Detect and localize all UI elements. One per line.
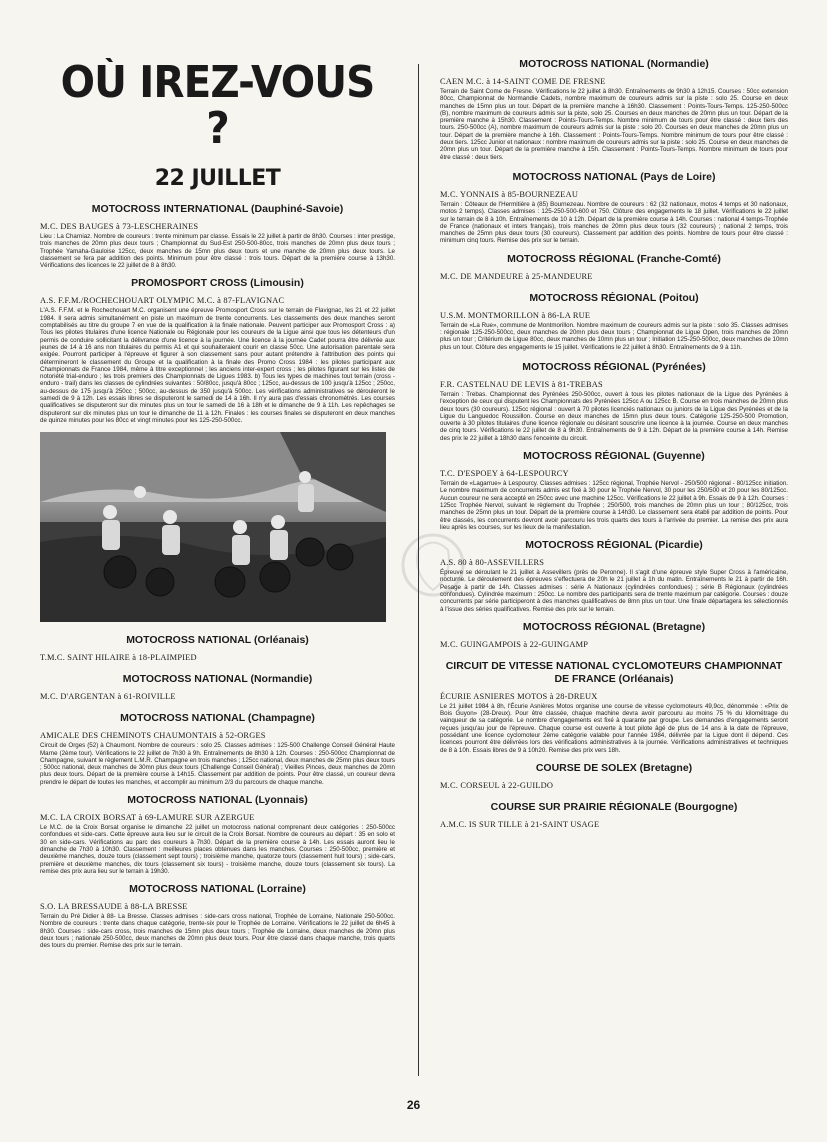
left-column	[40, 58, 395, 1098]
event-club: A.S. 80 à 80-ASSEVILLERS	[440, 558, 545, 568]
page-number: 26	[406, 1098, 421, 1112]
event-club: T.M.C. SAINT HILAIRE à 18-PLAIMPIED	[40, 653, 197, 663]
event-details: Terrain : Trebas. Championnat des Pyrénées 250-500cc, ouvert à tous les pilotes nationaux de la Ligue des Pyrénées à l'exception de ceux qui disputent les Championnats des Pyrénées 125cc A ou 125cc B. Course en trois manches de 20mn plus deux tours (30 coureurs). 125cc régional : ouvert à 70 pilotes licenciés nationaux ou juniors de la Ligue des Pyrénées et de la Ligue du Languedoc Roussillon. Course en deux manches de 15mn plus deux tours. Catégorie 125-250-500 Promotion, ouverte à 30 pilotes titulaires d'une licence régionale ou désirant souscrire une licence à la journée. Course en deux manches de cinq tours. Vérifications le 22 juillet de 8 à 9h30. Entraînements de 9 à 12h. Départ de la première course à 14h. Remise des prix le 22 juillet à 18h30 dans l'enceinte du circuit.	[440, 390, 788, 442]
event-club: A.M.C. IS SUR TILLE à 21-SAINT USAGE	[440, 819, 600, 829]
event-section-heading: MOTOCROSS RÉGIONAL (Pyrénées)	[522, 360, 706, 373]
event-club: A.S. F.F.M./ROCHECHOUART OLYMPIC M.C. à 87-FLAVIGNAC	[40, 296, 285, 306]
event-club: M.C. LA CROIX BORSAT à 69-LAMURE SUR AZERGUE	[40, 813, 255, 823]
riders-illustration	[40, 432, 386, 622]
event-entry	[440, 58, 788, 161]
event-club: AMICALE DES CHEMINOTS CHAUMONTAIS à 52-ORGES	[40, 731, 266, 741]
event-entry	[440, 292, 788, 351]
event-club: M.C. DES BAUGES à 73-LESCHERAINES	[40, 222, 199, 231]
event-entry	[440, 539, 788, 613]
event-club: M.C. GUINGAMPOIS à 22-GUINGAMP	[440, 639, 589, 649]
event-date: 22 JUILLET	[154, 166, 281, 191]
event-details: Terrain : Côteaux de l'Hermitière à (85) Bournezeau. Nombre de coureurs : 62 (32 nationaux, motos 4 temps et 30 nationaux, motos 2 temps). Classes admises : 125-250-500-600 et 750. Clôture des engagements le 18 juillet. Vérifications le 22 juillet sur le terrain de 8 à 10h. Entraînements de 10 à 12h. Départ de la première course à 14h. Courses : national 4 temps-Trophée de France (nationaux et inters français), trois manches de 20mn plus deux tours (32 coureurs) ; national 2 temps, trois manches de 25mn plus deux tours (30 coureurs). Classement par addition des points. Nombre de tours pour être classé : minimum cinq tours. Remise des prix sur le terrain.	[440, 200, 788, 245]
event-section-heading: MOTOCROSS RÉGIONAL (Picardie)	[525, 539, 703, 552]
event-details: Terrain de «La Rue», commune de Montmorillon. Nombre maximum de coureurs admis sur la piste : solo 35. Classes admises : régionale 125-250-500cc, deux manches de 20mn plus deux tours ; Championnat de Ligue Open, trois manches de 20mn plus un tour ; Critérium de Ligue 80cc, deux manches de 10mn plus un tour ; Initiation 125-250-500cc, deux manches de 10mn plus un tour. Clôture des engagements le 15 juillet. Vérifications le 22 juillet à 8h30. Entraînements de 9 à 11h.	[440, 321, 788, 351]
event-details: Terrain de Saint Come de Fresne. Vérifications le 22 juillet à 8h30. Entraînements de 9h30 à 12h15. Courses : 50cc extension 80cc, Championnat de Normandie Cadets, nombre maximum de coureurs admis sur la piste : solo 25. Course en deux manches de 15mn plus un tour. Départ de la première manche à 16h30. Classement : Points-Tours-Temps. 125-250-500cc (B), nombre maximum de coureurs admis sur la piste, solo 25. Courses en deux manches de 20mn plus un tour. Départ de la première manche à 15h30. Classement : Points-Tours-Temps. Nombre minimum de tours pour être classé : deux tiers des tours. 250-500cc (A), nombre maximum de coureurs admis sur la piste : solo 20. Courses en deux manches de 20mn plus un tour. Départ de la première manche à 16h. Classement : Points-Tours-Temps. Nombre minimum de tours pour être classé : deux tiers. 125cc Junior et nationaux : nombre maximum de coureurs admis sur la piste : solo 25. Course en deux manches de 20mn plus un tour. Départ de la première manche à 15h. Classement : Points-Tours-Temps. Nombre minimum de tours pour être classé : deux tiers.	[440, 88, 788, 161]
event-club: T.C. D'ESPOEY à 64-LESPOURCY	[440, 469, 569, 479]
event-details: Circuit de Orges (52) à Chaumont. Nombre de coureurs : solo 25. Classes admises : 125-500 Challenge Conseil Général Haute Marne (2ème tour). Vérifications le 22 juillet de 7h30 à 9h. Entraînements de 8h30 à 12h. Courses : 250-500cc Championnat de Champagne, suivant le règlement L.M.R. Champagne en trois manches ; 125cc national, deux manches de 25mn plus deux tours ; 500cc national, deux manches de 30mn plus deux tours (Challenge Conseil Général) ; Vieilles Pinces, deux manches de 20mn plus deux tours. Départ de la première course à 14h15. Classement par addition de points. Pour être classé, un coureur devra prendre le départ de toutes les manches, et accomplir au minimum 2/3 du parcours de chaque manche.	[40, 742, 395, 786]
event-details: L'A.S. F.F.M. et le Rochechouart M.C. organisent une épreuve Promosport Cross sur le terrain de Flavignac, les 21 et 22 juillet 1984. Il sera admis simultanément en piste un maximum de trente concurrents. Les classements des deux manches seront comptabilisés au titre du groupe 7 en vue de la qualification à la finale nationale. Peuvent participer aux Promosport Cross : a) Tous les pilotes titulaires d'une licence Nationale ou Régionale pour les coureurs de la Ligue ainsi que tous les détenteurs d'un permis de conduire sollicitant la délivrance d'une licence à la journée. Une licence à la journée Cadet pourra être délivrée aux jeunes de 14 à 16 ans non titulaires du permis A1 et qui souhaiteraient courir en classe 50cc. Une autorisation parentale sera exigée. Pourront participer à l'épreuve et figurer à son classement sans pour autant prétendre à l'attribution des points qui détermineront le classement du Groupe et la qualification à la finale des Promo Cross 1984 : les pilotes participant aux Championnats de France 1984, même à titre exceptionnel ; les anciens inter-expert cross ; les pilotes figurant sur les listes de notoriété trial-enduro ; les trois premiers des Championnats de Ligues 1983. b) Tous les types de machines tout terrain (cross - enduro - trail) dans les classes de cylindrées suivantes : 50/80cc, jusqu'à 80cc ; 125cc, au-dessus de 100 jusqu'à 125cc ; 250cc, au-dessus de 175 jusqu'à 250cc ; 500cc, au-dessus de 350 jusqu'à 500cc. Les vérifications administratives se dérouleront le samedi de 9 à 12h. Les essais libres se disputeront le samedi de 14 à 16h. Il n'y aura pas d'essais chronométrés. Les courses qualificatives se disputeront sur dix minutes plus un tour le samedi de 16 à 18h et le dimanche de 9 à 11h. Les repêchages se disputeront sur dix minutes plus un tour le dimanche de 11 à 12h. Finales : les courses finales se disputeront en deux manches de quinze minutes pour les 80cc et vingt minutes pour les 125-250-500cc.	[40, 307, 395, 424]
event-entry	[40, 883, 395, 949]
event-section-heading: MOTOCROSS RÉGIONAL (Guyenne)	[523, 450, 705, 463]
event-entry	[440, 171, 788, 245]
event-section-heading: MOTOCROSS NATIONAL (Normandie)	[519, 58, 709, 70]
event-entry	[440, 660, 788, 754]
event-section-heading: MOTOCROSS NATIONAL (Champagne)	[120, 712, 315, 725]
right-column	[440, 58, 788, 1098]
event-entry	[440, 450, 788, 531]
event-details: Terrain du Pré Didier à 88- La Bresse. Classes admises : side-cars cross national, Trophée de Lorraine, Nationale 250-500cc. Nombre de coureurs : trente dans chaque catégorie, trente-six pour le Trophée de Lorraine. Vérifications le 22 juillet de 6h45 à 8h30. Courses : side-cars cross, trois manches de 15mn plus deux tours ; Trophée de Lorraine, deux manches de 20mn plus deux tours ; nationale 250-500cc, deux manches de 20mn plus deux tours. Pour être classé dans chaque manche, trois quarts des tours du premier. Remise des prix sur le terrain.	[40, 913, 395, 950]
event-club: S.O. LA BRESSAUDE à 88-LA BRESSE	[40, 902, 188, 912]
event-club: M.C. D'ARGENTAN à 61-ROIVILLE	[40, 692, 176, 702]
watermark-stamp	[398, 520, 468, 610]
event-details: Le M.C. de la Croix Borsat organise le dimanche 22 juillet un motocross national comprenant deux catégories : 250-500cc confondues et side-cars. Cette épreuve aura lieu sur le circuit de la Croix Borsat. Nombre de coureurs au départ : 35 en solo et 30 en side-cars. Vérifications au parc des coureurs à 7h30. Départ de la première course à 14h. Les essais auront lieu le dimanche de 7h30 à 10h30. Classement : meilleures places obtenues dans les manches. Courses : 250-500cc, première et deuxième manches, douze tours (classement sept tours) ; troisième manche, quatorze tours (classement huit tours) ; side-cars, première et deuxième manches, dix tours (classement six tours) - troisième manche, douze tours (classement six tours). La remise des prix aura lieu sur le terrain à 19h30.	[40, 824, 395, 875]
event-entry	[440, 762, 788, 791]
event-section-heading: CIRCUIT DE VITESSE NATIONAL CYCLOMOTEURS CHAMPIONNAT DE FRANCE (Orléanais)	[445, 659, 783, 685]
event-club: ÉCURIE ASNIERES MOTOS à 28-DREUX	[440, 691, 598, 701]
event-section-heading: MOTOCROSS RÉGIONAL (Bretagne)	[522, 620, 706, 633]
event-entry	[440, 801, 788, 830]
event-section-heading: MOTOCROSS RÉGIONAL (Franche-Comté)	[507, 252, 721, 265]
event-section-heading: COURSE DE SOLEX (Bretagne)	[535, 761, 693, 774]
event-entry	[40, 277, 395, 424]
event-details: Le 21 juillet 1984 à 8h, l'Écurie Asnières Motos organise une course de vitesse cyclomoteurs 49,9cc, dénommée : «Prix de Bois Guyon» (28-Dreux). Pour être classée, chaque machine devra avoir parcouru au moins 75 % du kilométrage du vainqueur de sa catégorie. Le nombre d'engagements est fixé à quarante par groupe. Les demandes d'engagements seront reçues jusqu'au jour de l'épreuve. Chaque course est ouverte à tout pilote âgé de plus de 14 ans à la date de l'épreuve, possédant une licence cyclomoteur 2ème catégorie valable pour l'année 1984, délivrée par la Ligue dont il dépend. Ces licences pourront être délivrées lors des vérifications administratives à la journée. Vérifications administratives et techniques de 8 à 10h. Essais libres de 9 à 10h20. Remise des prix vers 18h.	[440, 702, 788, 754]
event-section-heading: MOTOCROSS INTERNATIONAL (Dauphiné-Savoie)	[91, 203, 344, 215]
event-entry	[440, 253, 788, 282]
event-section-heading: MOTOCROSS NATIONAL (Lyonnais)	[127, 794, 308, 807]
event-entry	[440, 361, 788, 442]
event-entry	[40, 712, 395, 786]
event-entry	[40, 634, 395, 663]
event-section-heading: MOTOCROSS NATIONAL (Normandie)	[122, 673, 313, 686]
event-entry	[40, 203, 395, 269]
page-title: OÙ IREZ-VOUS ?	[60, 58, 375, 154]
event-section-heading: COURSE SUR PRAIRIE RÉGIONALE (Bourgogne)	[490, 800, 738, 813]
event-section-heading: MOTOCROSS RÉGIONAL (Poitou)	[529, 291, 699, 304]
event-details: Terrain de «Lagarrue» à Lespourcy. Classes admises : 125cc régional, Trophée Nervol - 250/500 régional - 80/125cc initiation. Le nombre maximum de concurrents admis est fixé à 30 pour le Trophée Nervol, 30 pour les 250/500 et 20 pour les 80/125cc. Aucun coureur ne sera accepté en 250cc avec une machine 125cc. Vérifications le 22 juillet à 9h. Essais de 9 à 12h. Courses : 125cc Trophée Nervol, suivant le règlement du Trophée ; 250/500, trois manches de 20mn plus un tour ; 80/125cc, trois manches de 25mn plus un tour. Départ de la première course à 14h30. Le classement sera établi par addition de points. Pour être classés, les concurrents devront avoir parcouru les trois quarts des tours à l'arrivée du premier. La remise des prix aura lieu après les courses, sur les lieux de la manifestation.	[440, 480, 788, 531]
event-details: Épreuve se déroulant le 21 juillet à Assevillers (près de Peronne). Il s'agit d'une épreuve style Super Cross à l'américaine, nocturne. Le déroulement des épreuves s'effectuera de 20h le 21 juillet à 1h du matin. Entraînements le 21 à partir de 16h. Pesage à partir de 14h. Classes admises : série A Nationaux (cylindrées confondues) ; série B Régionaux (cylindrées confondues). Cylindrée maximum : 250cc. Le nombre des participants sera de trente maximum par catégorie. Courses : douze concurrents par série participeront à des manches qualificatives de 8mn plus un tour. Une finale départagera les sélectionnés à l'issue des séries qualificatives. Remise des prix sur le terrain.	[440, 569, 788, 613]
event-section-heading: MOTOCROSS NATIONAL (Lorraine)	[129, 883, 306, 896]
event-section-heading: PROMOSPORT CROSS (Limousin)	[131, 277, 304, 290]
event-entry	[440, 621, 788, 650]
motocross-photo	[40, 432, 386, 622]
event-entry	[40, 673, 395, 702]
event-club: M.C. YONNAIS à 85-BOURNEZEAU	[440, 189, 579, 199]
event-section-heading: MOTOCROSS NATIONAL (Pays de Loire)	[512, 170, 716, 183]
event-section-heading: MOTOCROSS NATIONAL (Orléanais)	[126, 634, 309, 647]
event-entry	[40, 794, 395, 875]
event-club: CAEN M.C. à 14-SAINT COME DE FRESNE	[440, 77, 606, 86]
event-details: Lieu : La Charniaz. Nombre de coureurs : trente minimum par classe. Essais le 22 juillet à partir de 8h30. Courses : inter prestige, trois manches de 20mn plus deux tours ; Championnat du Sud-Est 250-500-80cc, trois manches de 20mn plus deux tours ; Trophée Yamaha-Gauloise 125cc, deux manches de 15mn plus deux tours et une manche de 20mn plus deux tours. Le classement se fera par addition des points. Minimum pour être classé : trois tours. Départ de la première course à 13h30. Vérifications des licences le 22 juillet de 8 à 8h30.	[40, 233, 395, 270]
event-club: F.R. CASTELNAU DE LEVIS à 81-TREBAS	[440, 379, 603, 389]
event-club: M.C. CORSEUL à 22-GUILDO	[440, 780, 554, 790]
event-club: M.C. DE MANDEURE à 25-MANDEURE	[440, 271, 593, 281]
event-club: U.S.M. MONTMORILLON à 86-LA RUE	[440, 310, 591, 320]
